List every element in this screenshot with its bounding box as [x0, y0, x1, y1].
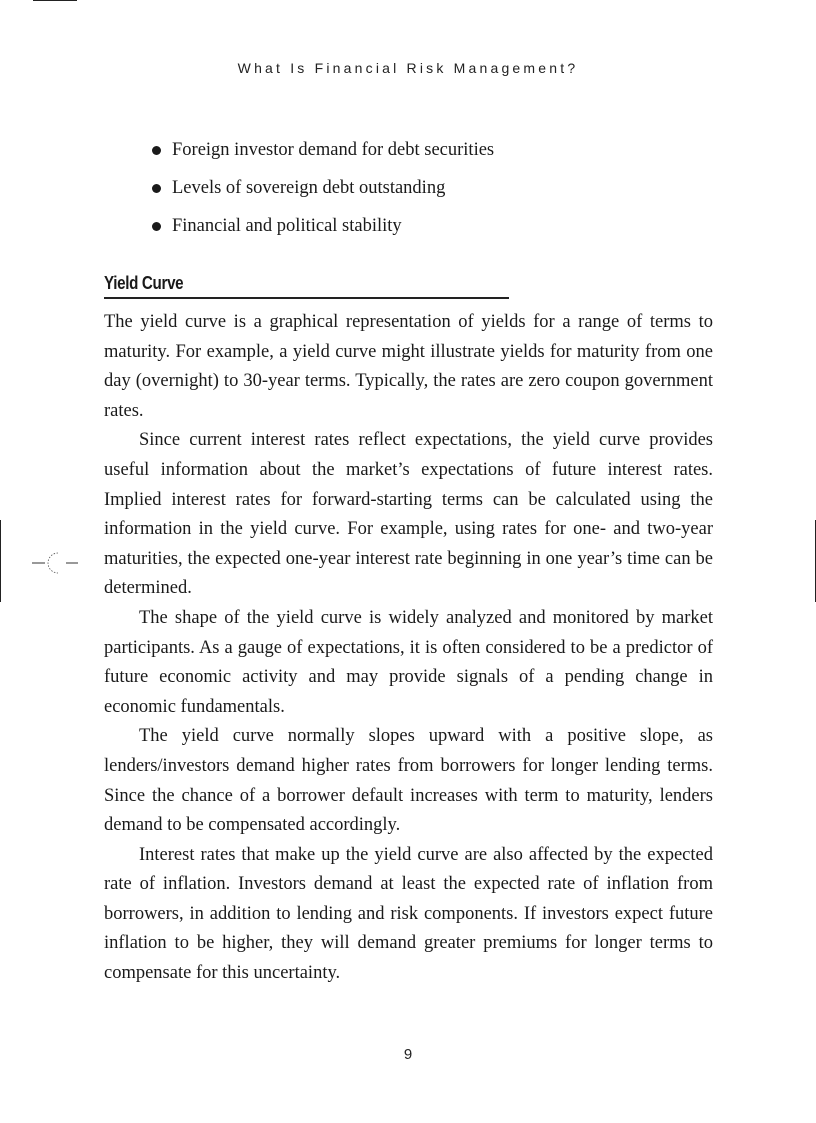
crop-mark-left	[0, 520, 1, 602]
paragraph: Since current interest rates reflect expectations, the yield curve provides useful information about the market’s expectations of future interest rates. Implied interest rates for forward-starting terms can be calculated using the information in the yield curve. For example, using rates for one- and two-year maturities, the expected one-year interest rate beginning in one year’s time can be determined.	[104, 430, 713, 599]
registration-mark-icon	[30, 548, 80, 578]
bullet-icon	[152, 146, 161, 155]
paragraph: The yield curve normally slopes upward with a positive slope, as lenders/investors demand higher rates from borrowers for longer lending terms. Since the chance of a borrower default increases with term to maturity, lenders demand to be compensated accordingly.	[104, 726, 713, 836]
list-item	[152, 207, 494, 245]
crop-mark-top	[33, 0, 77, 1]
paragraph: The yield curve is a graphical representation of yields for a range of terms to maturity. For example, a yield curve might illustrate yields for maturity from one day (overnight) to 30-year terms. Typically, the rates are zero coupon government rates.	[104, 312, 713, 421]
bullet-text: Financial and political stability	[172, 216, 402, 236]
list-item	[152, 131, 494, 169]
bullet-text: Foreign investor demand for debt securities	[172, 140, 495, 160]
bullet-icon	[152, 222, 161, 231]
bullet-list	[152, 131, 494, 245]
heading-rule	[104, 297, 509, 299]
page-number: 9	[403, 1046, 413, 1063]
list-item	[152, 169, 494, 207]
running-head: What Is Financial Risk Management?	[237, 60, 579, 76]
bullet-icon	[152, 184, 161, 193]
section-heading	[104, 272, 436, 296]
paragraph: The shape of the yield curve is widely analyzed and monitored by market participants. As a gauge of expectations, it is often considered to be a predictor of future economic activity and may provide signals of a pending change in economic fundamentals.	[104, 607, 713, 717]
paragraph: Interest rates that make up the yield curve are also affected by the expected rate of inflation. Investors demand at least the expected rate of inflation from borrowers, in addition to lending and risk components. If investors expect future inflation to be higher, they will demand greater premiums for longer terms to compensate for this uncertainty.	[104, 844, 713, 984]
section-heading-text: Yield Curve	[104, 272, 184, 293]
bullet-text: Levels of sovereign debt outstanding	[172, 178, 446, 198]
body-text	[104, 308, 713, 989]
